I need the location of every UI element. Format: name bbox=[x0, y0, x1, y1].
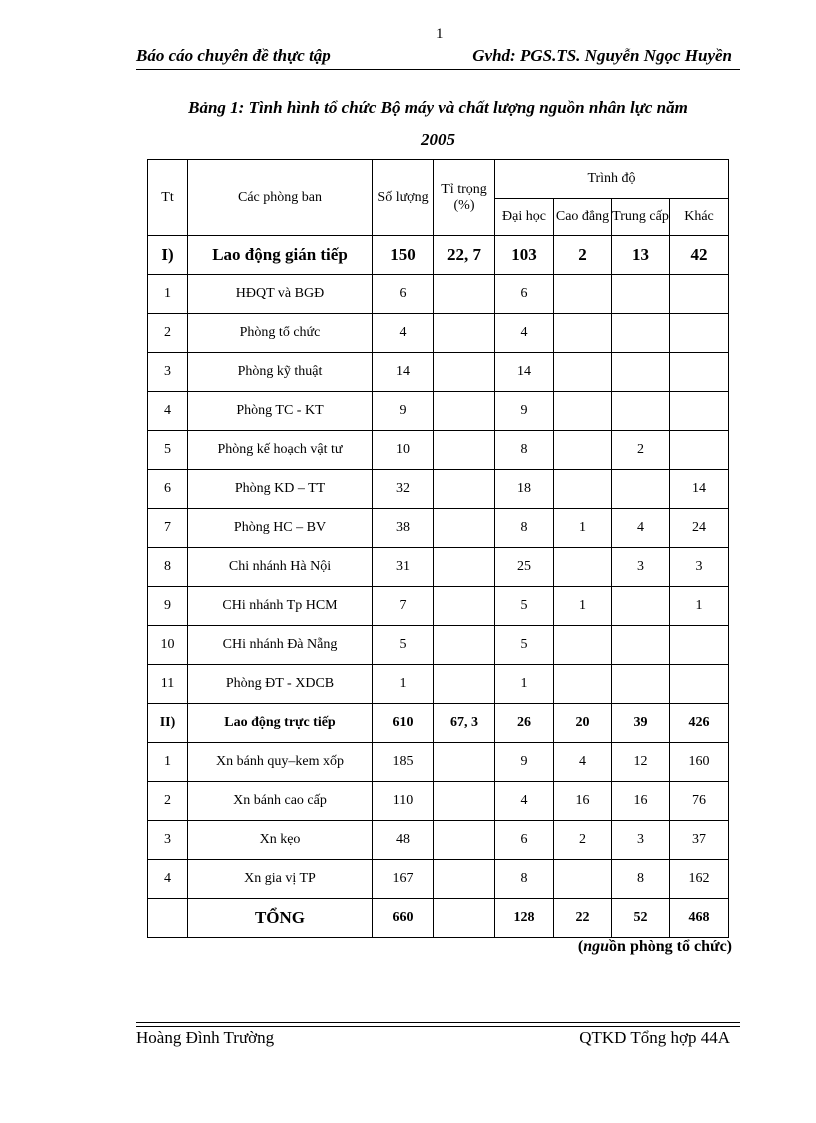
cell-quantity: 31 bbox=[373, 548, 434, 587]
cell-tt: 1 bbox=[148, 743, 188, 782]
table-row bbox=[148, 860, 729, 899]
cell-quantity: 660 bbox=[373, 899, 434, 938]
cell-department: Phòng ĐT - XDCB bbox=[188, 665, 373, 704]
cell-college: 16 bbox=[554, 782, 612, 821]
cell-college bbox=[554, 665, 612, 704]
cell-quantity: 4 bbox=[373, 314, 434, 353]
cell-quantity: 32 bbox=[373, 470, 434, 509]
cell-university: 14 bbox=[495, 353, 554, 392]
cell-other: 37 bbox=[670, 821, 729, 860]
cell-ratio bbox=[434, 353, 495, 392]
cell-other: 468 bbox=[670, 899, 729, 938]
cell-ratio: 67, 3 bbox=[434, 704, 495, 743]
table-row bbox=[148, 704, 729, 743]
cell-tt: I) bbox=[148, 236, 188, 275]
cell-other: 76 bbox=[670, 782, 729, 821]
cell-university: 25 bbox=[495, 548, 554, 587]
cell-tt: 4 bbox=[148, 860, 188, 899]
table-title bbox=[136, 92, 740, 156]
cell-college bbox=[554, 860, 612, 899]
cell-ratio bbox=[434, 587, 495, 626]
cell-tt: 2 bbox=[148, 314, 188, 353]
footer-divider bbox=[136, 1022, 740, 1027]
cell-other: 162 bbox=[670, 860, 729, 899]
cell-university: 8 bbox=[495, 509, 554, 548]
table-row bbox=[148, 392, 729, 431]
cell-tt: 5 bbox=[148, 431, 188, 470]
cell-tt: 7 bbox=[148, 509, 188, 548]
cell-ratio bbox=[434, 509, 495, 548]
header-quantity: Số lượng bbox=[373, 160, 434, 236]
cell-college bbox=[554, 275, 612, 314]
cell-quantity: 185 bbox=[373, 743, 434, 782]
cell-other bbox=[670, 626, 729, 665]
cell-department: Phòng kế hoạch vật tư bbox=[188, 431, 373, 470]
cell-vocational: 12 bbox=[612, 743, 670, 782]
table-row bbox=[148, 665, 729, 704]
cell-ratio: 22, 7 bbox=[434, 236, 495, 275]
cell-vocational bbox=[612, 314, 670, 353]
cell-vocational: 16 bbox=[612, 782, 670, 821]
footer-author: Hoàng Đình Trường bbox=[136, 1028, 275, 1047]
cell-college: 2 bbox=[554, 236, 612, 275]
header-ratio: Tỉ trọng (%) bbox=[434, 160, 495, 236]
cell-other: 426 bbox=[670, 704, 729, 743]
table-row bbox=[148, 509, 729, 548]
table-row bbox=[148, 314, 729, 353]
cell-university: 103 bbox=[495, 236, 554, 275]
cell-other: 14 bbox=[670, 470, 729, 509]
cell-quantity: 1 bbox=[373, 665, 434, 704]
table-row bbox=[148, 236, 729, 275]
cell-vocational: 3 bbox=[612, 548, 670, 587]
cell-department: TỔNG bbox=[188, 899, 373, 938]
cell-college bbox=[554, 314, 612, 353]
cell-vocational bbox=[612, 626, 670, 665]
cell-vocational bbox=[612, 353, 670, 392]
cell-quantity: 10 bbox=[373, 431, 434, 470]
cell-ratio bbox=[434, 275, 495, 314]
cell-vocational: 39 bbox=[612, 704, 670, 743]
cell-quantity: 110 bbox=[373, 782, 434, 821]
table-row bbox=[148, 743, 729, 782]
cell-other bbox=[670, 431, 729, 470]
footer-class: QTKD Tổng hợp 44A bbox=[579, 1028, 730, 1047]
cell-college bbox=[554, 353, 612, 392]
cell-vocational: 8 bbox=[612, 860, 670, 899]
cell-quantity: 38 bbox=[373, 509, 434, 548]
cell-university: 4 bbox=[495, 314, 554, 353]
cell-university: 5 bbox=[495, 587, 554, 626]
cell-quantity: 6 bbox=[373, 275, 434, 314]
cell-college bbox=[554, 431, 612, 470]
cell-ratio bbox=[434, 782, 495, 821]
cell-tt: 1 bbox=[148, 275, 188, 314]
table-row bbox=[148, 626, 729, 665]
cell-quantity: 14 bbox=[373, 353, 434, 392]
cell-college bbox=[554, 470, 612, 509]
staff-table bbox=[147, 159, 729, 938]
cell-department: Phòng HC – BV bbox=[188, 509, 373, 548]
cell-tt: 4 bbox=[148, 392, 188, 431]
cell-department: HĐQT và BGĐ bbox=[188, 275, 373, 314]
header-college: Cao đẳng bbox=[554, 199, 612, 236]
header-tt: Tt bbox=[148, 160, 188, 236]
cell-college: 1 bbox=[554, 587, 612, 626]
cell-ratio bbox=[434, 626, 495, 665]
cell-ratio bbox=[434, 314, 495, 353]
header-university: Đại học bbox=[495, 199, 554, 236]
cell-other bbox=[670, 392, 729, 431]
cell-university: 128 bbox=[495, 899, 554, 938]
cell-other: 1 bbox=[670, 587, 729, 626]
cell-tt: 2 bbox=[148, 782, 188, 821]
cell-department: Phòng KD – TT bbox=[188, 470, 373, 509]
table-row bbox=[148, 587, 729, 626]
table-title-line2: 2005 bbox=[421, 130, 455, 149]
cell-other bbox=[670, 314, 729, 353]
cell-department: Xn gia vị TP bbox=[188, 860, 373, 899]
cell-university: 5 bbox=[495, 626, 554, 665]
cell-college bbox=[554, 548, 612, 587]
cell-department: Chi nhánh Hà Nội bbox=[188, 548, 373, 587]
cell-vocational: 3 bbox=[612, 821, 670, 860]
page-number: 1 bbox=[436, 26, 444, 42]
table-row bbox=[148, 275, 729, 314]
cell-other: 42 bbox=[670, 236, 729, 275]
cell-tt: 9 bbox=[148, 587, 188, 626]
header-level: Trình độ bbox=[495, 160, 729, 199]
cell-university: 6 bbox=[495, 275, 554, 314]
cell-quantity: 610 bbox=[373, 704, 434, 743]
cell-tt: II) bbox=[148, 704, 188, 743]
cell-tt: 3 bbox=[148, 821, 188, 860]
cell-department: CHi nhánh Tp HCM bbox=[188, 587, 373, 626]
cell-university: 18 bbox=[495, 470, 554, 509]
cell-tt: 6 bbox=[148, 470, 188, 509]
cell-college bbox=[554, 392, 612, 431]
cell-tt bbox=[148, 899, 188, 938]
table-row bbox=[148, 821, 729, 860]
source-note bbox=[578, 938, 732, 956]
table-row bbox=[148, 431, 729, 470]
cell-university: 26 bbox=[495, 704, 554, 743]
cell-other: 24 bbox=[670, 509, 729, 548]
cell-department: Xn bánh cao cấp bbox=[188, 782, 373, 821]
cell-ratio bbox=[434, 743, 495, 782]
cell-quantity: 150 bbox=[373, 236, 434, 275]
source-open: ( bbox=[577, 938, 584, 955]
header-vocational: Trung cấp bbox=[612, 199, 670, 236]
cell-vocational: 13 bbox=[612, 236, 670, 275]
cell-university: 9 bbox=[495, 743, 554, 782]
header-divider bbox=[136, 69, 740, 70]
cell-ratio bbox=[434, 860, 495, 899]
cell-ratio bbox=[434, 470, 495, 509]
cell-vocational: 2 bbox=[612, 431, 670, 470]
cell-vocational: 52 bbox=[612, 899, 670, 938]
cell-ratio bbox=[434, 431, 495, 470]
page-header bbox=[136, 46, 740, 70]
cell-quantity: 48 bbox=[373, 821, 434, 860]
cell-tt: 3 bbox=[148, 353, 188, 392]
cell-ratio bbox=[434, 821, 495, 860]
header-other: Khác bbox=[670, 199, 729, 236]
cell-department: Phòng tổ chức bbox=[188, 314, 373, 353]
cell-other: 160 bbox=[670, 743, 729, 782]
cell-tt: 10 bbox=[148, 626, 188, 665]
cell-other bbox=[670, 665, 729, 704]
source-italic: ngu bbox=[583, 938, 610, 955]
cell-college: 22 bbox=[554, 899, 612, 938]
table-body bbox=[148, 236, 729, 938]
cell-department: Xn bánh quy–kem xốp bbox=[188, 743, 373, 782]
cell-department: Phòng TC - KT bbox=[188, 392, 373, 431]
cell-vocational bbox=[612, 665, 670, 704]
cell-college: 4 bbox=[554, 743, 612, 782]
table-row bbox=[148, 470, 729, 509]
cell-department: Lao động trực tiếp bbox=[188, 704, 373, 743]
cell-tt: 11 bbox=[148, 665, 188, 704]
cell-university: 1 bbox=[495, 665, 554, 704]
table-title-line1: Bảng 1: Tình hình tổ chức Bộ máy và chất lượng nguồn nhân lực năm bbox=[188, 98, 688, 117]
header-department: Các phòng ban bbox=[188, 160, 373, 236]
cell-department: Lao động gián tiếp bbox=[188, 236, 373, 275]
table-row bbox=[148, 353, 729, 392]
cell-college: 2 bbox=[554, 821, 612, 860]
cell-quantity: 5 bbox=[373, 626, 434, 665]
cell-tt: 8 bbox=[148, 548, 188, 587]
cell-vocational bbox=[612, 470, 670, 509]
table-row bbox=[148, 548, 729, 587]
cell-vocational bbox=[612, 587, 670, 626]
cell-university: 8 bbox=[495, 860, 554, 899]
cell-vocational: 4 bbox=[612, 509, 670, 548]
header-supervisor: Gvhd: PGS.TS. Nguyễn Ngọc Huyền bbox=[472, 46, 732, 65]
cell-college: 20 bbox=[554, 704, 612, 743]
cell-other: 3 bbox=[670, 548, 729, 587]
cell-vocational bbox=[612, 275, 670, 314]
cell-other bbox=[670, 275, 729, 314]
cell-university: 6 bbox=[495, 821, 554, 860]
cell-ratio bbox=[434, 665, 495, 704]
cell-ratio bbox=[434, 548, 495, 587]
cell-ratio bbox=[434, 392, 495, 431]
cell-university: 9 bbox=[495, 392, 554, 431]
cell-department: Phòng kỹ thuật bbox=[188, 353, 373, 392]
header-report-title: Báo cáo chuyên đề thực tập bbox=[136, 46, 331, 65]
cell-quantity: 9 bbox=[373, 392, 434, 431]
cell-department: CHi nhánh Đà Nẵng bbox=[188, 626, 373, 665]
cell-quantity: 167 bbox=[373, 860, 434, 899]
cell-department: Xn kẹo bbox=[188, 821, 373, 860]
cell-college: 1 bbox=[554, 509, 612, 548]
cell-other bbox=[670, 353, 729, 392]
cell-vocational bbox=[612, 392, 670, 431]
cell-university: 8 bbox=[495, 431, 554, 470]
cell-ratio bbox=[434, 899, 495, 938]
source-rest: ồn phòng tổ chức) bbox=[609, 938, 732, 955]
table-row bbox=[148, 782, 729, 821]
cell-university: 4 bbox=[495, 782, 554, 821]
cell-college bbox=[554, 626, 612, 665]
table-row bbox=[148, 899, 729, 938]
cell-quantity: 7 bbox=[373, 587, 434, 626]
